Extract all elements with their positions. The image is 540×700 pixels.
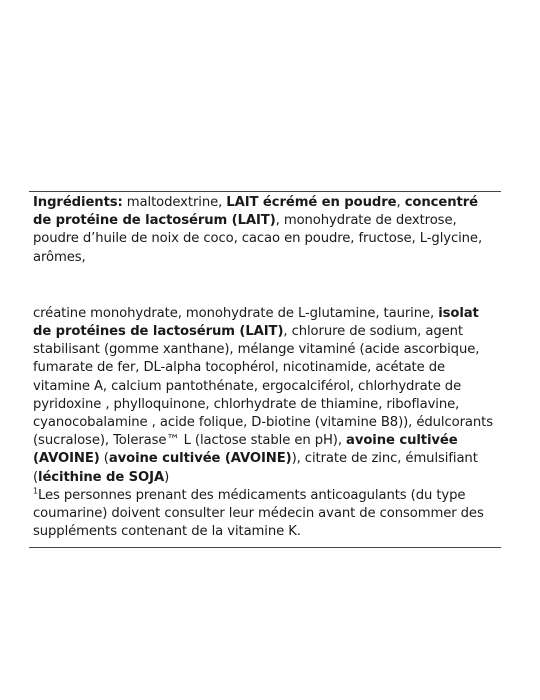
footnote [29, 487, 501, 548]
ingredient-text: maltodextrine, [122, 195, 227, 210]
bold-ingredient: isolat de protéines de lactosérum (LAIT) [33, 305, 479, 340]
bold-ingredient: avoine cultivée (AVOINE) [108, 451, 292, 467]
ingredients-block-2 [29, 303, 501, 487]
bold-ingredient: LAIT écrémé en poudre [226, 195, 397, 210]
footnote-marker: 1 [33, 486, 38, 496]
bold-ingredient: avoine cultivée (AVOINE) [33, 433, 458, 467]
bold-ingredient: lécithine de SOJA [38, 469, 165, 485]
ingredient-text: , [396, 195, 405, 210]
ingredient-text: ( [99, 451, 109, 467]
ingredient-text: ) [164, 469, 170, 485]
ingredients-block-1 [29, 192, 501, 267]
ingredient-text: , monohydrate de dextrose, poudre d’huile de noix de coco, cacao en poudre, fructose, L-glycine, arômes, [33, 213, 483, 265]
ingredient-text: ), citrate de zinc, émulsifiant ( [33, 451, 478, 485]
ingredients-panel [29, 191, 501, 548]
footnote-text: Les personnes prenant des médicaments anticoagulants (du type coumarine) doivent consulter leur médecin avant de consommer des suppléments contenant de la vitamine K. [33, 487, 484, 540]
ingredient-text: , chlorure de sodium, agent stabilisant (gomme xanthane), mélange vitaminé (acide ascorbique, fumarate de fer, DL-alpha tocophérol, nicotinamide, acétate de vitamine A, calcium pantothénate, ergocalciférol, chlorhydrate de pyridoxine , phylloquinone, chlorhydrate de thiamine, riboflavine, cyanocobalamine , acide folique, D-biotine (vitamine B8)), édulcorants (sucralose), Tolerase™ L (lactose stable en pH), [33, 324, 493, 449]
blank-gap [29, 267, 501, 303]
ingredients-label: Ingrédients: [33, 195, 123, 210]
ingredient-text: créatine monohydrate, monohydrate de L-glutamine, taurine, [33, 305, 439, 321]
ingredients-runs-2 [33, 306, 493, 485]
bold-ingredient: concentré de protéine de lactosérum (LAIT) [33, 195, 478, 229]
